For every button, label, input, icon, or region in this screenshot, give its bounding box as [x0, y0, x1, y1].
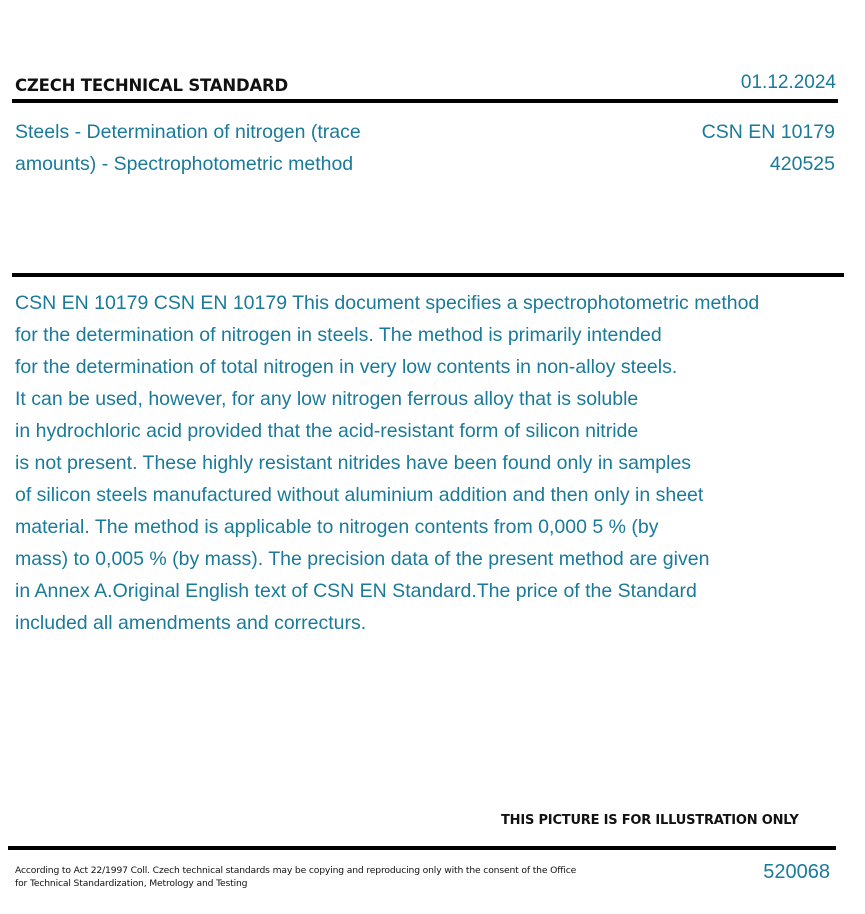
- catalog-number: 520068: [763, 861, 830, 883]
- class-number: 420525: [769, 153, 835, 175]
- section-divider: [12, 273, 844, 277]
- footer-divider: [8, 846, 836, 850]
- illustration-note: THIS PICTURE IS FOR ILLUSTRATION ONLY: [501, 813, 799, 828]
- standard-codes: [702, 116, 835, 180]
- abstract-text: CSN EN 10179 CSN EN 10179 This document specifies a spectrophotometric method for the determination of nitrogen in steels. The method is primarily intended for the determination of total nitrogen in very low contents in non-alloy steels. It can be used, however, for any low nitrogen ferrous alloy that is soluble in hydrochloric acid provided that the acid-resistant form of silicon nitride is not present. These highly resistant nitrides have been found only in samples of silicon steels manufactured without aluminium addition and then only in sheet material. The method is applicable to nitrogen contents from 0,000 5 % (by mass) to 0,005 % (by mass). The precision data of the present method are given in Annex A.Original English text of CSN EN Standard.The price of the Standard included all amendments and correcturs.: [15, 292, 760, 634]
- header-divider: [12, 99, 838, 103]
- publication-date: 01.12.2024: [740, 72, 836, 93]
- subject-line-2: amounts) - Spectrophotometric method: [15, 153, 354, 175]
- standard-subject: [15, 116, 435, 180]
- legal-line-2: for Technical Standardization, Metrology and Testing: [15, 878, 248, 889]
- standard-code: CSN EN 10179: [701, 121, 835, 143]
- subject-line-1: Steels - Determination of nitrogen (trace: [15, 121, 361, 143]
- legal-line-1: According to Act 22/1997 Coll. Czech technical standards may be copying and reproducing only with the consent of the Office: [15, 865, 577, 876]
- legal-notice: [15, 864, 605, 890]
- document-type-title: CZECH TECHNICAL STANDARD: [15, 76, 289, 95]
